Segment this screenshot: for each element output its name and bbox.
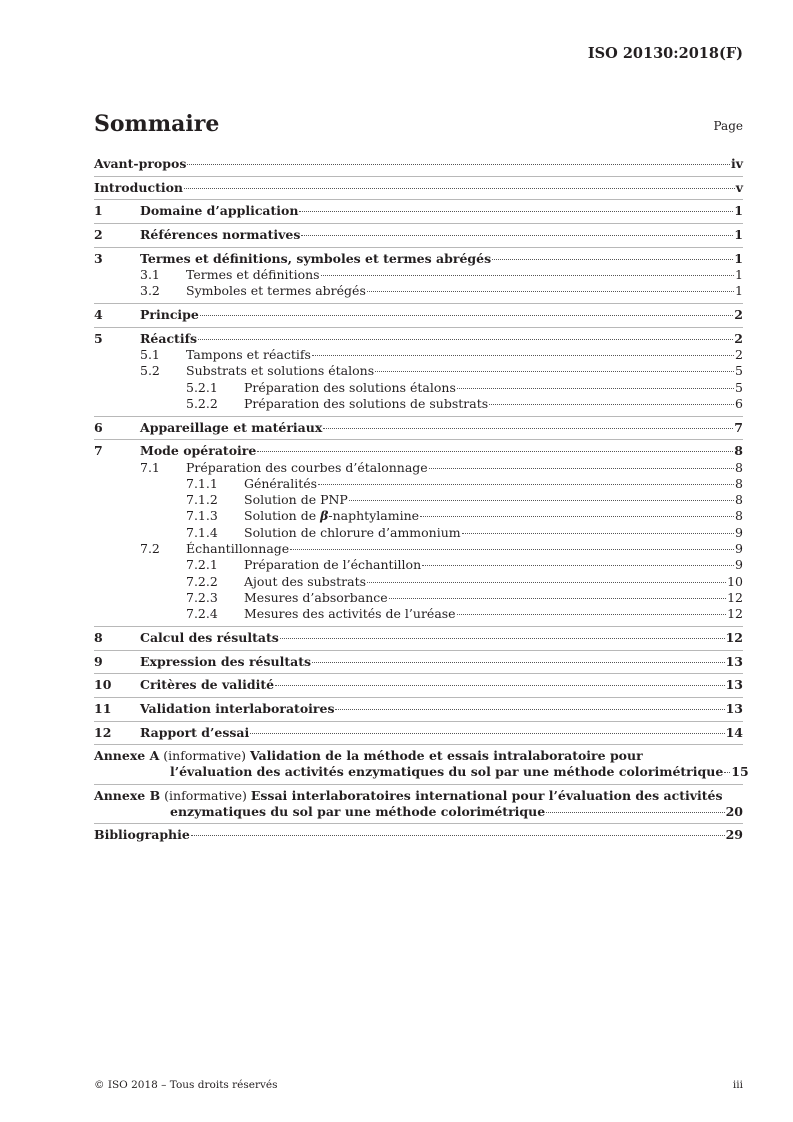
toc-entry-number: 7.2.3: [186, 589, 218, 605]
toc-entry[interactable]: [94, 443, 743, 459]
toc-entry-page: 10: [727, 573, 743, 589]
toc-entry-title: Solution de β-naphtylamine: [244, 508, 420, 524]
doc-id: ISO 20130:2018(F): [587, 45, 743, 62]
dot-leader: [301, 235, 733, 236]
toc-entry-page: 9: [735, 541, 743, 557]
toc-entry-page: 8: [735, 492, 743, 508]
toc-entry[interactable]: [94, 606, 743, 622]
toc-entry-title: Critères de validité: [140, 677, 275, 693]
dot-leader: [198, 339, 733, 340]
toc-entry-title: Substrats et solutions étalons: [186, 363, 375, 379]
table-of-contents: [94, 156, 749, 843]
toc-annex-entry[interactable]: [94, 748, 749, 780]
toc-entry-number: 7.2.1: [186, 557, 218, 573]
dot-leader: [492, 259, 733, 260]
toc-entry-number: 1: [94, 203, 103, 219]
annex-heading-continued: [94, 804, 743, 820]
toc-entry-number: 12: [94, 724, 112, 740]
toc-entry-title: Rapport d’essai: [140, 724, 250, 740]
annex-title-line1: Essai interlaboratoires international pour l’évaluation des activités: [250, 787, 723, 803]
toc-entry-page: v: [735, 179, 743, 195]
toc-entry-number: 5: [94, 330, 103, 346]
toc-entry-title: Termes et définitions, symboles et termes abrégés: [140, 250, 492, 266]
toc-entry-page: 8: [735, 508, 743, 524]
dot-leader: [367, 582, 726, 583]
separator-line: [94, 697, 743, 698]
dot-leader: [312, 355, 734, 356]
annex-page: 15: [731, 764, 749, 780]
toc-entry-number: 7.1.3: [186, 508, 218, 524]
annex-type: (informative): [163, 748, 246, 764]
dot-leader: [489, 404, 734, 405]
separator-line: [94, 303, 743, 304]
toc-entry[interactable]: [94, 156, 743, 172]
dot-leader: [275, 685, 725, 686]
toc-entry-page: 13: [725, 677, 743, 693]
dot-leader: [724, 772, 730, 773]
toc-entry-number: 8: [94, 629, 103, 645]
toc-entry[interactable]: [94, 525, 743, 541]
toc-title: Sommaire: [94, 111, 220, 137]
dot-leader: [191, 835, 725, 836]
toc-entry-number: 7.1.1: [186, 475, 218, 491]
dot-leader: [422, 565, 734, 566]
toc-entry-title: Préparation des solutions étalons: [244, 379, 456, 395]
toc-entry-number: 5.2: [140, 363, 160, 379]
toc-annex-entry[interactable]: [94, 788, 743, 820]
toc-entry-page: 7: [734, 419, 743, 435]
toc-entry-title: Introduction: [94, 179, 184, 195]
toc-entry[interactable]: [94, 492, 743, 508]
toc-entry-title: Mode opératoire: [140, 443, 257, 459]
toc-entry-number: 3.2: [140, 283, 160, 299]
toc-entry-page: 9: [735, 524, 743, 540]
toc-entry[interactable]: [94, 396, 743, 412]
separator-line: [94, 650, 743, 651]
toc-entry-number: 7.2: [140, 541, 160, 557]
toc-entry-page: 8: [735, 459, 743, 475]
toc-entry-title: Préparation de l’échantillon: [244, 557, 422, 573]
toc-entry-title: Termes et définitions: [186, 267, 320, 283]
toc-entry[interactable]: [94, 701, 743, 717]
toc-entry-page: 29: [725, 827, 743, 843]
toc-entry-page: 12: [725, 629, 743, 645]
separator-line: [94, 223, 743, 224]
toc-entry[interactable]: [94, 590, 743, 606]
toc-entry-number: 3.1: [140, 267, 160, 283]
toc-entry-number: 7.1.4: [186, 524, 218, 540]
toc-entry[interactable]: [94, 508, 743, 524]
toc-entry[interactable]: [94, 541, 743, 557]
toc-entry-page: 8: [735, 475, 743, 491]
annex-label: Annexe A: [94, 748, 160, 764]
toc-entry-page: 2: [734, 330, 743, 346]
annex-title-line2: enzymatiques du sol par une méthode colorimétrique: [170, 803, 546, 819]
toc-entry-number: 5.2.2: [186, 395, 218, 411]
dot-leader: [457, 388, 734, 389]
toc-entry-number: 3: [94, 250, 103, 266]
toc-entry[interactable]: [94, 557, 743, 573]
separator-line: [94, 784, 743, 785]
separator-line: [94, 626, 743, 627]
toc-entry-page: 5: [735, 363, 743, 379]
dot-leader: [280, 638, 725, 639]
dot-leader: [349, 500, 734, 501]
toc-entry-title: Bibliographie: [94, 827, 190, 843]
toc-entry-title: Solution de chlorure d’ammonium: [244, 524, 461, 540]
annex-page: 20: [725, 803, 743, 819]
toc-entry[interactable]: [94, 460, 743, 476]
footer-copyright: © ISO 2018 – Tous droits réservés: [94, 1079, 278, 1091]
toc-entry[interactable]: [94, 331, 743, 347]
toc-entry-page: 9: [735, 557, 743, 573]
toc-entry[interactable]: [94, 380, 743, 396]
dot-leader: [389, 598, 726, 599]
dot-leader: [312, 662, 725, 663]
toc-entry-page: 1: [734, 227, 743, 243]
annex-heading: [94, 788, 743, 804]
page-column-label: Page: [713, 119, 743, 133]
separator-line: [94, 327, 743, 328]
toc-entry-page: 6: [735, 395, 743, 411]
dot-leader: [335, 709, 724, 710]
toc-entry-page: 1: [735, 283, 743, 299]
separator-line: [94, 673, 743, 674]
toc-entry-page: 1: [734, 250, 743, 266]
toc-entry-page: 5: [735, 379, 743, 395]
toc-entry-page: 13: [725, 653, 743, 669]
toc-entry-title: Mesures des activités de l’uréase: [244, 606, 456, 622]
dot-leader: [420, 516, 734, 517]
toc-entry[interactable]: [94, 203, 743, 219]
toc-entry[interactable]: [94, 677, 743, 693]
separator-line: [94, 247, 743, 248]
toc-entry[interactable]: [94, 630, 743, 646]
toc-entry-page: 12: [727, 606, 743, 622]
toc-entry[interactable]: [94, 227, 743, 243]
toc-entry-page: 2: [735, 347, 743, 363]
toc-entry-number: 7.2.4: [186, 606, 218, 622]
toc-entry[interactable]: [94, 420, 743, 436]
toc-entry-title: Avant-propos: [94, 156, 187, 171]
toc-entry-title: Appareillage et matériaux: [140, 419, 323, 435]
annex-title-line1: Validation de la méthode et essais intralaboratoire pour: [249, 748, 643, 764]
toc-entry[interactable]: [94, 476, 743, 492]
separator-line: [94, 416, 743, 417]
toc-entry-number: 7: [94, 443, 103, 459]
toc-entry-bibliography[interactable]: [94, 827, 743, 843]
toc-entry[interactable]: [94, 363, 743, 379]
dot-leader: [367, 291, 734, 292]
toc-entry-page: 13: [725, 701, 743, 716]
annex-heading-continued: [94, 764, 749, 780]
toc-entry[interactable]: [94, 267, 743, 283]
dot-leader: [321, 275, 734, 276]
toc-entry-number: 7.2.2: [186, 573, 218, 589]
toc-entry-title: Domaine d’application: [140, 203, 299, 219]
toc-entry-title: Tampons et réactifs: [186, 347, 311, 363]
annex-type: (informative): [164, 787, 247, 803]
separator-line: [94, 176, 743, 177]
annex-label: Annexe B: [94, 787, 161, 803]
toc-entry-number: 5.1: [140, 347, 160, 363]
toc-entry-title: Généralités: [244, 475, 318, 491]
toc-entry-title: Validation interlaboratoires: [140, 701, 335, 716]
dot-leader: [184, 188, 735, 189]
footer-page-number: iii: [732, 1079, 743, 1091]
toc-entry-page: 14: [725, 724, 743, 740]
toc-entry-number: 4: [94, 307, 103, 323]
toc-entry-number: 9: [94, 653, 103, 669]
annex-heading: [94, 748, 743, 764]
separator-line: [94, 199, 743, 200]
toc-entry-number: 2: [94, 227, 103, 243]
toc-entry-page: 12: [727, 589, 743, 605]
toc-entry[interactable]: [94, 654, 743, 670]
toc-entry-page: 2: [734, 307, 743, 323]
toc-entry-number: 11: [94, 701, 112, 716]
toc-entry-page: 1: [735, 267, 743, 283]
toc-entry-page: iv: [730, 156, 743, 171]
toc-entry-title: Expression des résultats: [140, 653, 312, 669]
toc-entry[interactable]: [94, 574, 743, 590]
dot-leader: [187, 164, 730, 165]
toc-entry-page: 1: [734, 203, 743, 219]
toc-entry-title: Ajout des substrats: [244, 573, 367, 589]
dot-leader: [375, 371, 734, 372]
toc-entry-page: 8: [734, 443, 743, 459]
toc-entry-number: 7.1: [140, 459, 160, 475]
dot-leader: [546, 812, 724, 813]
toc-entry-title: Principe: [140, 307, 199, 323]
toc-entry-title: Mesures d’absorbance: [244, 589, 388, 605]
annex-title-line2: l’évaluation des activités enzymatiques du sol par une méthode colorimétrique: [170, 764, 724, 780]
separator-line: [94, 823, 743, 824]
dot-leader: [429, 468, 734, 469]
toc-entry-number: 5.2.1: [186, 379, 218, 395]
dot-leader: [250, 733, 724, 734]
toc-entry[interactable]: [94, 251, 743, 267]
toc-entry[interactable]: [94, 180, 743, 196]
separator-line: [94, 439, 743, 440]
toc-entry-title: Échantillonnage: [186, 541, 290, 557]
dot-leader: [299, 211, 733, 212]
dot-leader: [457, 614, 727, 615]
toc-entry-title: Réactifs: [140, 330, 197, 346]
dot-leader: [323, 428, 733, 429]
dot-leader: [257, 451, 733, 452]
toc-entry-title: Symboles et termes abrégés: [186, 283, 366, 299]
toc-entry-title: Calcul des résultats: [140, 629, 279, 645]
toc-entry[interactable]: [94, 307, 743, 323]
dot-leader: [290, 549, 734, 550]
toc-entry-title: Préparation des solutions de substrats: [244, 395, 489, 411]
dot-leader: [462, 533, 734, 534]
toc-entry[interactable]: [94, 347, 743, 363]
toc-entry[interactable]: [94, 725, 743, 741]
toc-entry-number: 6: [94, 419, 103, 435]
separator-line: [94, 721, 743, 722]
toc-entry-number: 7.1.2: [186, 492, 218, 508]
toc-entry-title: Références normatives: [140, 227, 301, 243]
toc-entry-number: 10: [94, 677, 112, 693]
separator-line: [94, 744, 743, 745]
toc-entry-title: Solution de PNP: [244, 492, 348, 508]
toc-entry-title: Préparation des courbes d’étalonnage: [186, 459, 428, 475]
toc-entry[interactable]: [94, 283, 743, 299]
dot-leader: [200, 315, 733, 316]
dot-leader: [318, 484, 734, 485]
